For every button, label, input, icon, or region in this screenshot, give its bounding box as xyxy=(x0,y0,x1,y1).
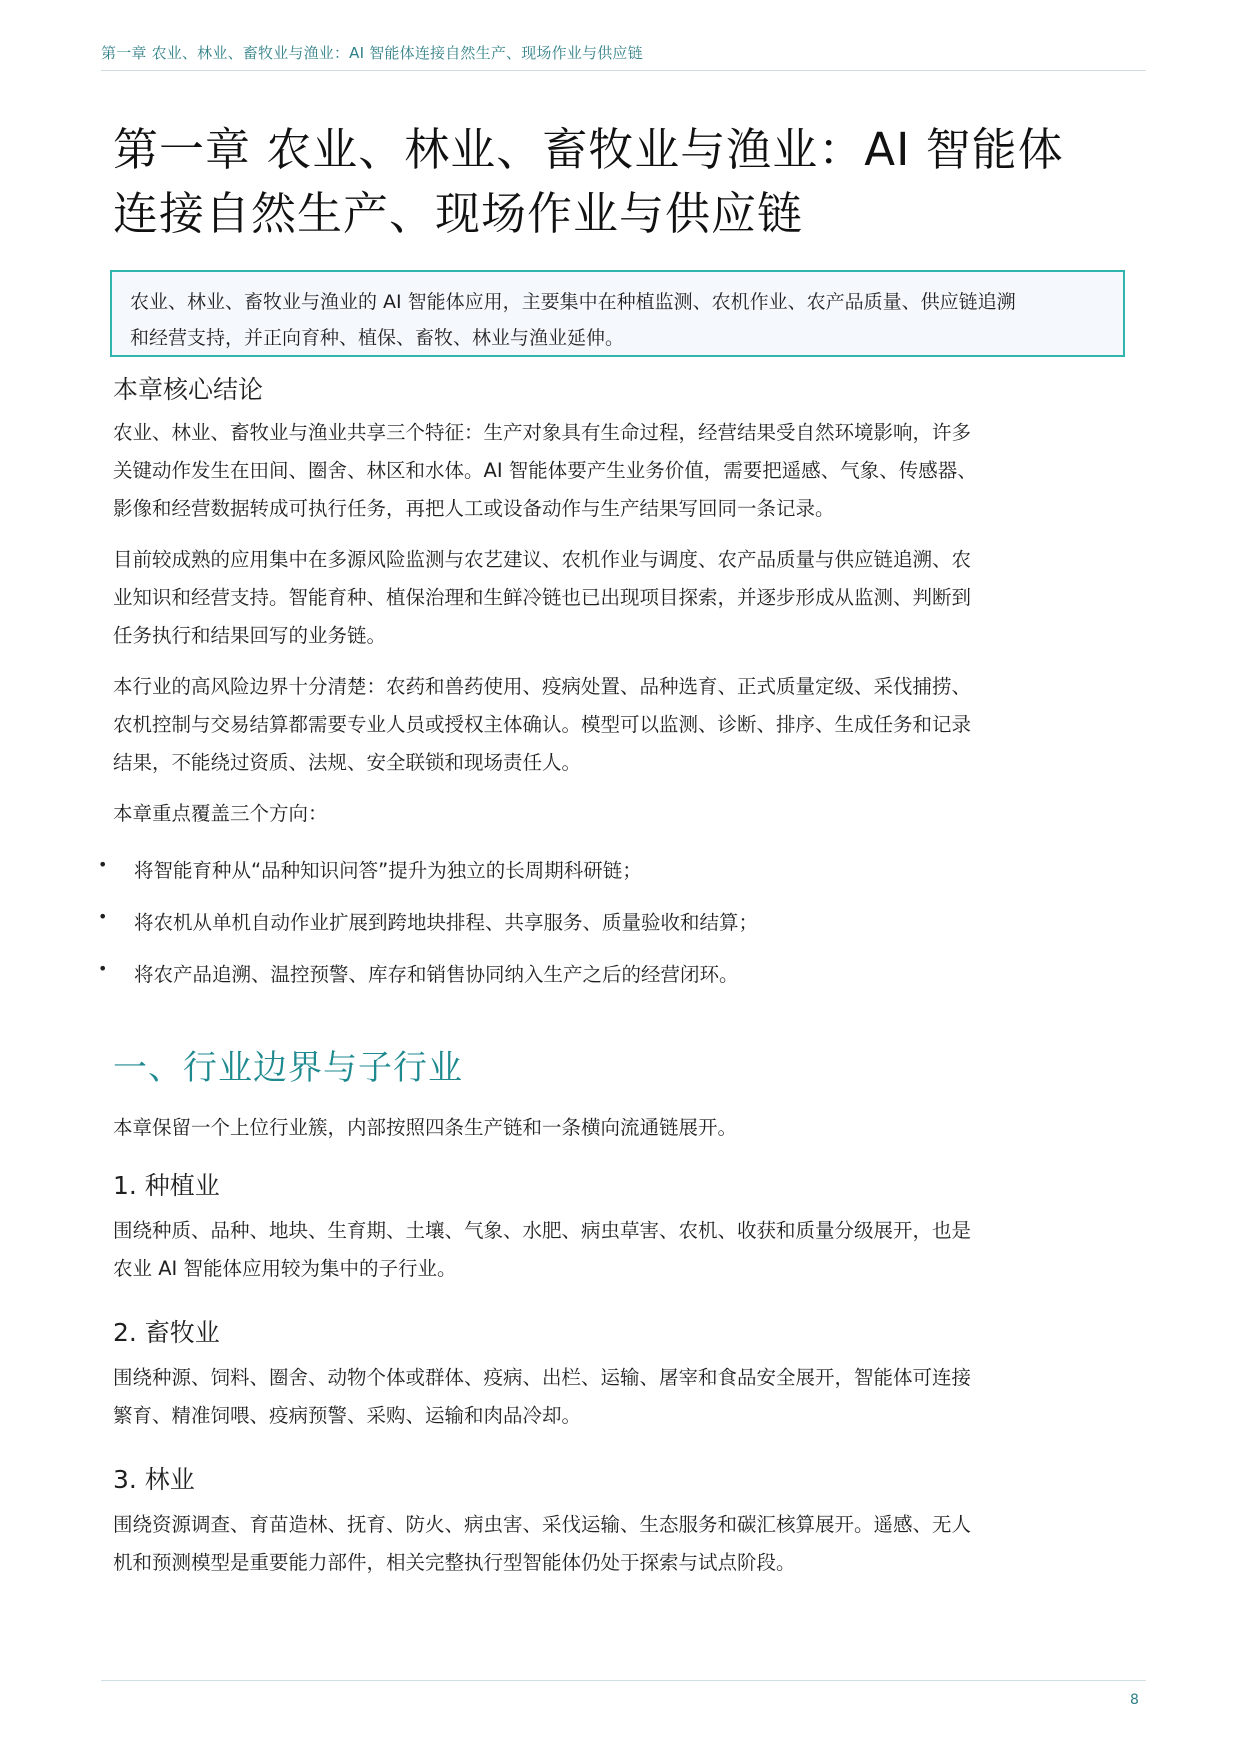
core-p2-line-1: 目前较成熟的应用集中在多源风险监测与农艺建议、农机作业与调度、农产品质量与供应链追溯、农 xyxy=(113,548,972,571)
section-1-heading: 一、行业边界与子行业 xyxy=(113,1048,463,1088)
subsection-3-heading: 3. 林业 xyxy=(113,1465,195,1494)
core-paragraph-1 xyxy=(113,414,1123,528)
bullet-text: 将农机从单机自动作业扩展到跨地块排程、共享服务、质量验收和结算； xyxy=(134,911,759,934)
running-header: 第一章 农业、林业、畜牧业与渔业：AI 智能体连接自然生产、现场作业与供应链 xyxy=(101,44,643,62)
core-p2-line-3: 任务执行和结果回写的业务链。 xyxy=(113,624,387,647)
core-paragraph-2 xyxy=(113,541,1123,655)
core-p1-line-3: 影像和经营数据转成可执行任务，再把人工或设备动作与生产结果写回同一条记录。 xyxy=(113,497,835,520)
core-conclusions-heading: 本章核心结论 xyxy=(113,375,264,404)
core-p1-line-2: 关键动作发生在田间、圈舍、林区和水体。AI 智能体要产生业务价值，需要把遥感、气象、传感器、 xyxy=(113,459,977,482)
subsection-2-body xyxy=(113,1359,1123,1435)
section-1-intro: 本章保留一个上位行业簇，内部按照四条生产链和一条横向流通链展开。 xyxy=(113,1116,738,1139)
bullet-marker: • xyxy=(98,959,108,978)
sub2-line-1: 围绕种源、饲料、圈舍、动物个体或群体、疫病、出栏、运输、屠宰和食品安全展开，智能体可连接 xyxy=(113,1366,972,1389)
subsection-1-heading: 1. 种植业 xyxy=(113,1171,220,1200)
chapter-title xyxy=(113,118,1123,246)
subsection-3-body xyxy=(113,1506,1123,1582)
chapter-title-line-1: 第一章 农业、林业、畜牧业与渔业：AI 智能体 xyxy=(113,123,1064,176)
sub3-line-1: 围绕资源调查、育苗造林、抚育、防火、病虫害、采伐运输、生态服务和碳汇核算展开。遥感、无人 xyxy=(113,1513,972,1536)
page-number: 8 xyxy=(1130,1692,1139,1708)
bullet-text: 将农产品追溯、温控预警、库存和销售协同纳入生产之后的经营闭环。 xyxy=(134,963,739,986)
sub3-line-2: 机和预测模型是重要能力部件，相关完整执行型智能体仍处于探索与试点阶段。 xyxy=(113,1551,796,1574)
header-divider xyxy=(101,70,1146,71)
footer-divider xyxy=(101,1680,1146,1681)
sub1-line-1: 围绕种质、品种、地块、生育期、土壤、气象、水肥、病虫草害、农机、收获和质量分级展开，也是 xyxy=(113,1219,972,1242)
bullet-text: 将智能育种从“品种知识问答”提升为独立的长周期科研链； xyxy=(134,859,642,882)
core-p3-line-3: 结果，不能绕过资质、法规、安全联锁和现场责任人。 xyxy=(113,751,582,774)
sub2-line-2: 繁育、精准饲喂、疫病预警、采购、运输和肉品冷却。 xyxy=(113,1404,582,1427)
chapter-summary-box xyxy=(110,270,1125,357)
core-p3-line-2: 农机控制与交易结算都需要专业人员或授权主体确认。模型可以监测、诊断、排序、生成任务和记录 xyxy=(113,713,972,736)
bullet-marker: • xyxy=(98,855,108,874)
core-paragraph-3 xyxy=(113,668,1123,782)
summary-line-1: 农业、林业、畜牧业与渔业的 AI 智能体应用，主要集中在种植监测、农机作业、农产品质量、供应链追溯 xyxy=(130,291,1016,313)
summary-line-2: 和经营支持，并正向育种、植保、畜牧、林业与渔业延伸。 xyxy=(130,327,625,349)
core-p3-line-1: 本行业的高风险边界十分清楚：农药和兽药使用、疫病处置、品种选育、正式质量定级、采伐捕捞、 xyxy=(113,675,972,698)
chapter-title-line-2: 连接自然生产、现场作业与供应链 xyxy=(113,187,804,240)
subsection-1-body xyxy=(113,1212,1123,1288)
core-paragraph-4: 本章重点覆盖三个方向： xyxy=(113,802,328,825)
core-p1-line-1: 农业、林业、畜牧业与渔业共享三个特征：生产对象具有生命过程，经营结果受自然环境影响，许多 xyxy=(113,421,972,444)
subsection-2-heading: 2. 畜牧业 xyxy=(113,1318,220,1347)
core-p2-line-2: 业知识和经营支持。智能育种、植保治理和生鲜冷链也已出现项目探索，并逐步形成从监测、判断到 xyxy=(113,586,972,609)
bullet-marker: • xyxy=(98,907,108,926)
sub1-line-2: 农业 AI 智能体应用较为集中的子行业。 xyxy=(113,1257,457,1280)
